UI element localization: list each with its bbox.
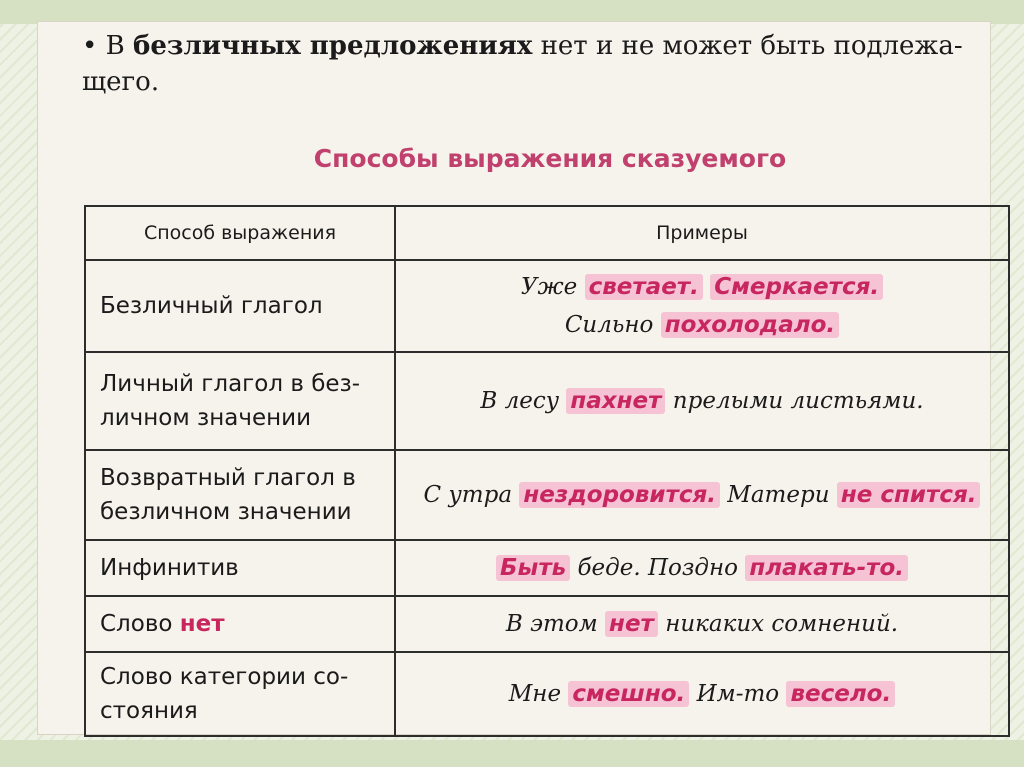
method-cell (85, 450, 395, 540)
example-text: С утра (423, 482, 513, 508)
method-text: Личный глагол в без- (100, 371, 361, 397)
method-text: личном значении (100, 405, 312, 431)
method-text: Безличный глагол (100, 293, 323, 319)
example-text: беде. Поздно (577, 555, 738, 581)
example-line (396, 306, 1008, 344)
bullet: • (82, 31, 98, 61)
header-method: Способ выражения (85, 206, 395, 260)
example-text: Сильно (564, 312, 654, 338)
method-text: Инфинитив (100, 555, 239, 581)
highlight-word: нет (605, 611, 658, 637)
method-text: безличном значении (100, 499, 352, 525)
table-row (85, 652, 1009, 736)
highlight-word: Смеркается. (710, 274, 883, 300)
table-row (85, 260, 1009, 352)
method-text: Слово категории со- (100, 664, 349, 690)
predicate-table (84, 205, 1010, 737)
example-line (396, 268, 1008, 306)
example-cell (395, 260, 1009, 352)
highlight-word: нет (179, 611, 225, 637)
textbook-page (38, 22, 990, 734)
example-text: Мне (508, 681, 562, 707)
slide-bottom-band (0, 740, 1024, 767)
highlight-word: светает. (585, 274, 703, 300)
slide-top-band (0, 0, 1024, 24)
method-cell (85, 260, 395, 352)
example-text: В лесу (480, 388, 560, 414)
example-cell (395, 596, 1009, 652)
highlight-word: Быть (496, 555, 570, 581)
intro-bold-term: безличных предложениях (132, 31, 533, 61)
example-text: Уже (520, 274, 578, 300)
example-cell (395, 652, 1009, 736)
example-text: В этом (505, 611, 598, 637)
example-cell (395, 352, 1009, 450)
header-examples: Примеры (395, 206, 1009, 260)
table-header-row (85, 206, 1009, 260)
table-row (85, 540, 1009, 596)
method-cell (85, 540, 395, 596)
method-cell (85, 352, 395, 450)
intro-text-line2: щего. (82, 67, 160, 97)
table-row (85, 352, 1009, 450)
highlight-word: плакать-то. (745, 555, 908, 581)
highlight-word: пахнет (566, 388, 665, 414)
example-text: Матери (727, 482, 830, 508)
highlight-word: нездоровится. (519, 482, 720, 508)
method-text: Слово (100, 611, 173, 637)
table-row (85, 450, 1009, 540)
intro-paragraph (82, 28, 1002, 100)
highlight-word: смешно. (568, 681, 689, 707)
highlight-word: похолодало. (661, 312, 839, 338)
example-cell (395, 540, 1009, 596)
table-row (85, 596, 1009, 652)
example-text: никаких сомнений. (665, 611, 899, 637)
method-text: Возвратный глагол в (100, 465, 356, 491)
method-cell (85, 652, 395, 736)
example-cell (395, 450, 1009, 540)
section-heading: Способы выражения сказуемого (313, 144, 787, 173)
method-cell (85, 596, 395, 652)
highlight-word: не спится. (837, 482, 981, 508)
intro-prefix: В (105, 31, 125, 61)
method-text: стояния (100, 698, 198, 724)
intro-text-line1: нет и не может быть подлежа- (540, 31, 963, 61)
example-text: Им-то (696, 681, 780, 707)
highlight-word: весело. (786, 681, 895, 707)
example-text: прелыми листьями. (672, 388, 924, 414)
